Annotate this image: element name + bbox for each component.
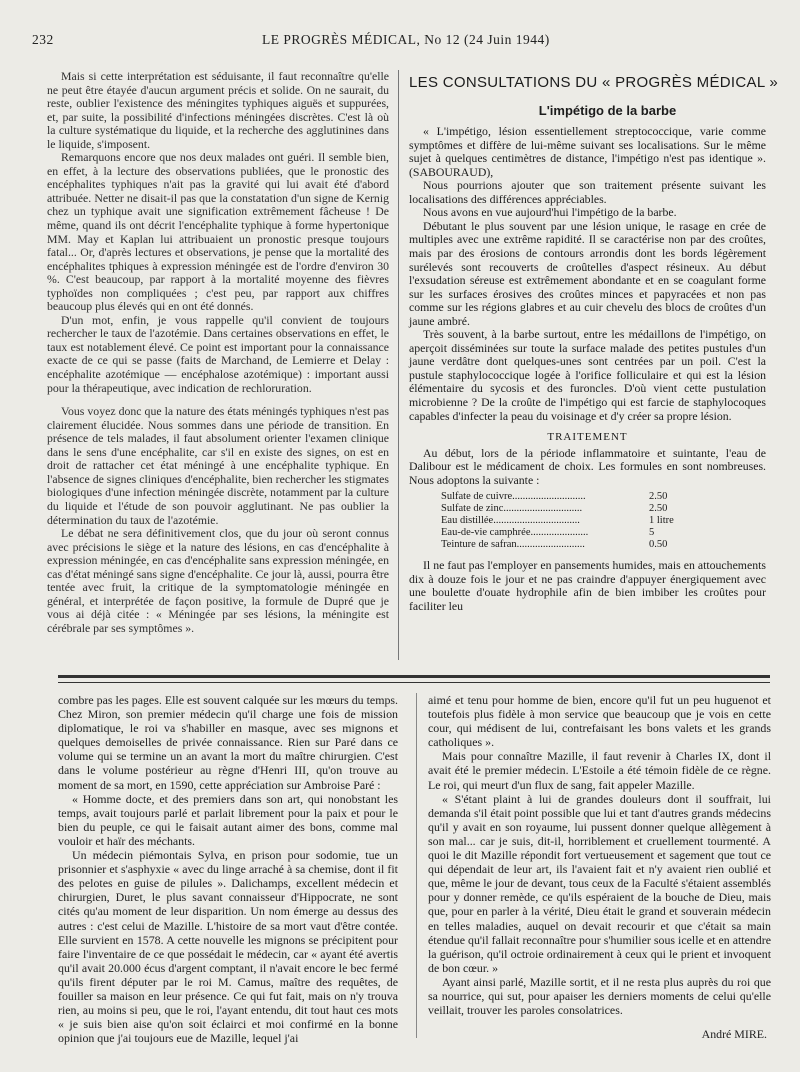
section-divider xyxy=(58,675,770,683)
treatment-heading: TRAITEMENT xyxy=(547,431,628,444)
author-signature: André MIRE. xyxy=(701,1027,767,1042)
article-impetigo xyxy=(409,70,779,614)
paragraph: « Homme docte, et des premiers dans son art, qui nonobstant les temps, avait toujours parlé et parlait librement pour la paix et pour le bien du peuple, ce qui le faisait autant aimer des bons, comme mal vouloir et haïr des méchants. xyxy=(58,791,398,848)
paragraph: combre pas les pages. Elle est souvent calquée sur les mœurs du temps. Chez Miron, son premier médecin qu'il charge une fois de mission diplomatique, le roi va s'habiller en masque, avec ses mignons et quelques demoiselles de privée connaissance. Rien sur Paré dans ce volume qui se termine un an avant la mort du maître chirurgien. C'est dans le volume postérieur au règne d'Henri III, qu'on trouve au moment de sa mort, en 1590, cette appréciation sur Ambroise Paré : xyxy=(58,693,398,792)
paragraph: Débutant le plus souvent par une lésion unique, le rasage en crée de multiples avec une extrême rapidité. Il se caractérise non par des croûtes, mais par des érosions de contours arrondis dont les bords légèrement surélevés sont recouverts de croûtelles d'aspect résineux. Au début l'exsudation séreuse est extrêmement abondante et en se coagulant forme sur les surfaces érosives des croûtes minces et papyracées et non pas comme sur les régions glabres et au cuir chevelu des blocs de croûtes d'un jaune ambré. xyxy=(409,218,766,328)
formula-row: Teinture de safran.......................... 0.50 xyxy=(441,539,668,551)
formula-row: Eau-de-vie camphrée...................... 5 xyxy=(441,527,655,539)
section-title: L'impétigo de la barbe xyxy=(538,102,677,118)
intro-quote: « L'impétigo, lésion essentiellement streptococcique, varie comme symptômes et diffère de lui-même suivant ses localisations. Sur le même sujet à quelques centimètres de distance, l'impétigo n'est pas identique ». (SABOURAUD), xyxy=(409,124,766,179)
paragraph: Vous voyez donc que la nature des états méningés typhiques n'est pas clairement élucidée. Nous sommes dans une période de transition. En présence de tels malades, il faut absolument orienter l'examen clinique dans le sens d'une encéphalite, car s'il en existe des signes, on est en droit de rattacher cet état méningé à une encéphalite typhique. En l'absence de signes cliniques d'encéphalite, bien rechercher les stigmates biologiques d'une infection méningée discrète, notamment par la culture du liquide et l'étude de son pouvoir agglutinant. Ne pas oublier la détermination du taux de l'azotémie. xyxy=(47,404,389,527)
paragraph: Ayant ainsi parlé, Mazille sortit, et il ne resta plus auprès du roi que sa nourrice, qui sut, pour apaiser les derniers moments de celui qu'elle veillait, trouver les paroles consolatrices. xyxy=(428,974,771,1018)
paragraph: D'un mot, enfin, je vous rappelle qu'il convient de toujours rechercher le taux de l'azotémie. Dans certaines observations en effet, le taux est notablement élevé. Ce point est important pour la connaissance exacte de ce qui se passe (faits de Marchand, de Lemierre et Delay : encéphalite azotémique — encéphalose azotémique) : important aussi pour la thérapeutique, avec indication de rechloruration. xyxy=(47,312,389,395)
column-divider xyxy=(416,693,417,1038)
paragraph: Il ne faut pas l'employer en pansements humides, mais en attouchements dix à douze fois le jour et ne pas craindre d'appuyer énergiquement avec une boulette d'ouate hydrophile afin de bien imbiber les croûtes pour faciliter leu xyxy=(409,558,766,613)
formula-row: Sulfate de zinc.............................. 2.50 xyxy=(441,503,668,515)
article-encephalitis-continuation xyxy=(47,70,389,635)
paragraph: Un médecin piémontais Sylva, en prison pour sodomie, tue un prisonnier et s'asphyxie « avec du linge arraché à sa chemise, dont il fit des pelotes en guise de pilules ». Dalichamps, excellent médecin et chirurgien, Duret, le plus savant connaisseur d'Hippocrate, ne sont cités qu'au moment de leur disparition. Un nom émerge au dessus des autres : c'est celui de Mazille. L'histoire de sa mort vaut d'être contée. Elle survient en 1578. A cette nouvelle les mignons se précipitent pour faire l'inventaire de ce que possédait le médecin, car « ayant été avertis qu'il avait 20.000 écus d'argent comptant, il n'avait encore le bec fermé qu'ils firent députer par le roi M. Camus, maître des requêtes, de fouiller sa maison en leur présence. Ce qui fut fait, mais on n'y trouva rien, au moins si peu, que le roi, l'ayant entendu, dit tout haut ces mots « je suis bien aise qu'on soit éclairci et moi confirmé en la bonne opinion que j'ai toujours eue de Mazille, lequel j'ai xyxy=(58,848,398,1046)
paragraph: Nous pourrions ajouter que son traitement présente suivant les localisations des différences appréciables. xyxy=(409,178,766,206)
paragraph: Le débat ne sera définitivement clos, que du jour où seront connus avec précisions le siège et la nature des lésions, en cas d'encéphalite à expression méningée, en cas d'encéphalite sans expression méningée, en cas d'état méningé sans signe d'encéphalite. Ce jour là, aussi, pourra être tentée avec fruit, la critique de la symptomatologie méningée en général, et interprétée de façon positive, la formule de Dupré que je vous ai déjà citée : « Méningée par ses lésions, la méningite est cérébrale par ses symptômes ». xyxy=(47,526,389,635)
paragraph: Remarquons encore que nos deux malades ont guéri. Il semble bien, en effet, à la lecture des observations publiées, que le pronostic des encéphalites typhiques n'ait pas la gravité qui lui avait été d'abord attribuée. Netter ne disait-il pas que la constatation d'un signe de Kernig chez un typhique avait une signification extrêmement fâcheuse ! De même, quand ils ont décrit l'encéphalite typhique à forme hypertonique MM. May et Kaplan lui attribuaient un pronostic presque toujours fatal... Or, d'après lectures et observations, je pense que la mortalité des encéphalites tphiques à expression méningée est de l'ordre d'environ 30 %. C'est beaucoup, par rapport à la mortalité moyenne des fièvres typhoïdes non compliquées ; c'est peu, par rapport aux chiffres beaucoup plus élevés qui en ont été donnés. xyxy=(47,150,389,314)
paragraph: aimé et tenu pour homme de bien, encore qu'il fut un peu huguenot et toutefois plus fidèle à mon service que beaucoup que je vois en cette cour, qui médisent de lui, contrefaisant les bons valets et les grands catholiques ». xyxy=(428,693,771,750)
paragraph: Mais pour connaître Mazille, il faut revenir à Charles IX, dont il avait été le premier médecin. L'Estoile a été témoin fidèle de ce règne. Le roi, qui meurt d'un flux de sang, fait appeler Mazille. xyxy=(428,749,771,792)
paragraph: Très souvent, à la barbe surtout, entre les médaillons de l'impétigo, on aperçoit disséminées sur toute la surface malade des petites pustules d'un jaune verdâtre dont quelques-unes sont centrées par un poil. C'est la pustule staphylococcique logée à l'orifice folliculaire et qui est la lésion élémentaire du sycosis et des furoncles. D'où vient cette pustulation microbienne ? De la croûte de l'impétigo qui est farcie de staphylocoques capables d'infecter la peau du voisinage et d'y créer sa propre lésion. xyxy=(409,327,766,423)
rubric-heading: LES CONSULTATIONS DU « PROGRÈS MÉDICAL » xyxy=(409,74,779,91)
journal-title: LE PROGRÈS MÉDICAL, No 12 (24 Juin 1944) xyxy=(262,32,550,47)
article-history-right xyxy=(428,693,771,1041)
article-history-left xyxy=(58,693,398,1045)
column-divider xyxy=(398,70,399,660)
formula-table xyxy=(441,491,674,551)
paragraph: « S'étant plaint à lui de grandes douleurs dont il souffrait, lui demanda s'il était point possible que lui et tant d'autres grands médecins qu'il y avait en son royaume, lui pussent donner quelque allègement à son mal... car je suis, dit-il, horriblement et cruellement tourmenté. A quoi le dit Mazille répondit fort vertueusement et sagement que tout ce qui dépendait de leur art, ils l'avaient fait et n'y avaient rien oublié et que, même le jour de devant, tous ceux de la Faculté s'étaient assemblés pour y donner remède, ce qu'ils espéraient de la bouche de Dieu, mais que, pour en parler à la vérité, Dieu était le grand et souverain médecin en telles maladies, auquel on devait recourir et que c'était sa main étendue qu'il fallait reconnaître pour s'humilier sous icelle et en attendre la guérison, qu'il octroie ordinairement à ceux qui le prient et invoquent de bon cœur. » xyxy=(428,791,771,975)
formula-row: Eau distillée................................. 1 litre xyxy=(441,515,674,527)
paragraph: Au début, lors de la période inflammatoire et suintante, l'eau de Dalibour est le médicament de choix. Les formules en sont nombreuses. Nous adoptons la suivante : xyxy=(409,445,766,487)
page-number: 232 xyxy=(32,32,54,47)
paragraph: Mais si cette interprétation est séduisante, il faut reconnaître qu'elle ne peut être étayée d'aucun argument précis et solide. On ne saurait, du reste, oublier l'existence des méningites typhiques aiguës et suppurées, et, par suite, la possibilité d'infections méningées discrètes. C'est là où la culture systématique du liquide, et la recherche des agglutinines dans le liquide, s'imposent. xyxy=(47,69,389,151)
paragraph: Nous avons en vue aujourd'hui l'impétigo de la barbe. xyxy=(423,205,677,220)
formula-row: Sulfate de cuivre............................ 2.50 xyxy=(441,491,668,503)
page-header xyxy=(32,32,762,52)
